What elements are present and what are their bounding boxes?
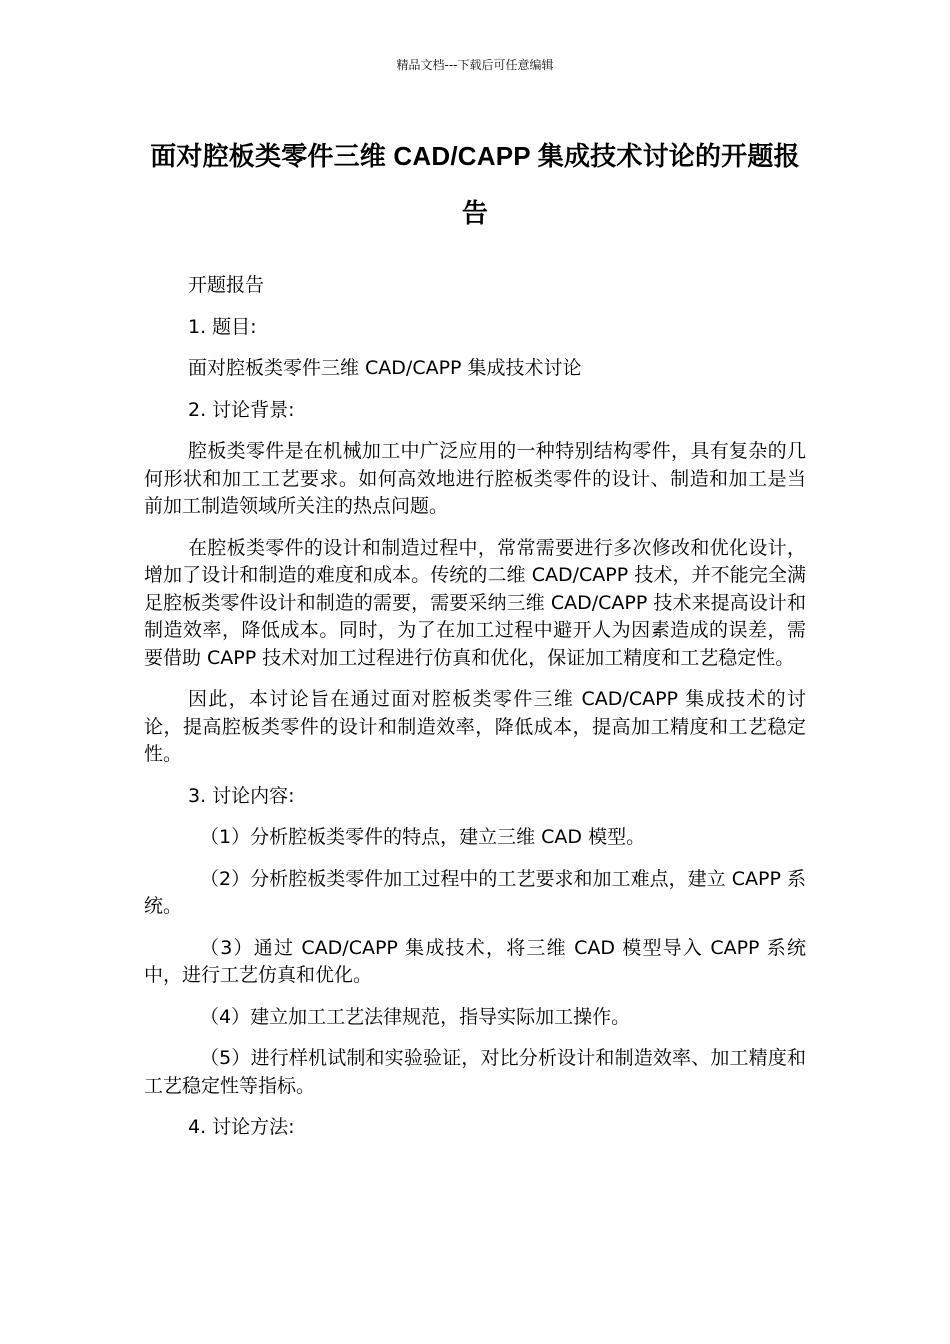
section-heading-content: 3. 讨论内容: <box>188 784 295 807</box>
document-title: 面对腔板类零件三维 CAD/CAPP 集成技术讨论的开题报告 <box>150 141 800 228</box>
content-item-5: （5）进行样机试制和实验验证，对比分析设计和制造效率、加工精度和工艺稳定性等指标。 <box>144 1047 806 1097</box>
content-item-3: （3）通过 CAD/CAPP 集成技术，将三维 CAD 模型导入 CAPP 系统中，进行工艺仿真和优化。 <box>144 936 806 986</box>
page-header-watermark: 精品文档---下载后可任意编辑 <box>396 58 554 72</box>
section-heading-method: 4. 讨论方法: <box>188 1116 295 1138</box>
topic-text: 面对腔板类零件三维 CAD/CAPP 集成技术讨论 <box>188 357 582 379</box>
content-item-1: （1）分析腔板类零件的特点，建立三维 CAD 模型。 <box>200 826 646 848</box>
section-heading-background: 2. 讨论背景: <box>188 398 295 421</box>
background-paragraph-2: 在腔板类零件的设计和制造过程中，常常需要进行多次修改和优化设计，增加了设计和制造的难度和成本。传统的二维 CAD/CAPP 技术，并不能完全满足腔板类零件设计和制造的需要，需要采纳三维 CAD/CAPP 技术来提高设计和制造效率，降低成本。同时，为了在加工过程中避开人为因素造成的误差，需要借助 CAPP 技术对加工过程进行仿真和优化，保证加工精度和工艺稳定性。 <box>144 536 806 669</box>
background-paragraph-3: 因此，本讨论旨在通过面对腔板类零件三维 CAD/CAPP 集成技术的讨论，提高腔板类零件的设计和制造效率，降低成本，提高加工精度和工艺稳定性。 <box>144 688 806 765</box>
report-label: 开题报告 <box>188 274 265 296</box>
background-paragraph-1: 腔板类零件是在机械加工中广泛应用的一种特别结构零件，具有复杂的几何形状和加工工艺要求。如何高效地进行腔板类零件的设计、制造和加工是当前加工制造领域所关注的热点问题。 <box>144 440 806 517</box>
section-heading-topic: 1. 题目: <box>188 315 257 338</box>
content-item-2: （2）分析腔板类零件加工过程中的工艺要求和加工难点，建立 CAPP 系统。 <box>144 867 806 917</box>
content-item-4: （4）建立加工工艺法律规范，指导实际加工操作。 <box>200 1005 631 1028</box>
document-body <box>144 272 806 1156</box>
